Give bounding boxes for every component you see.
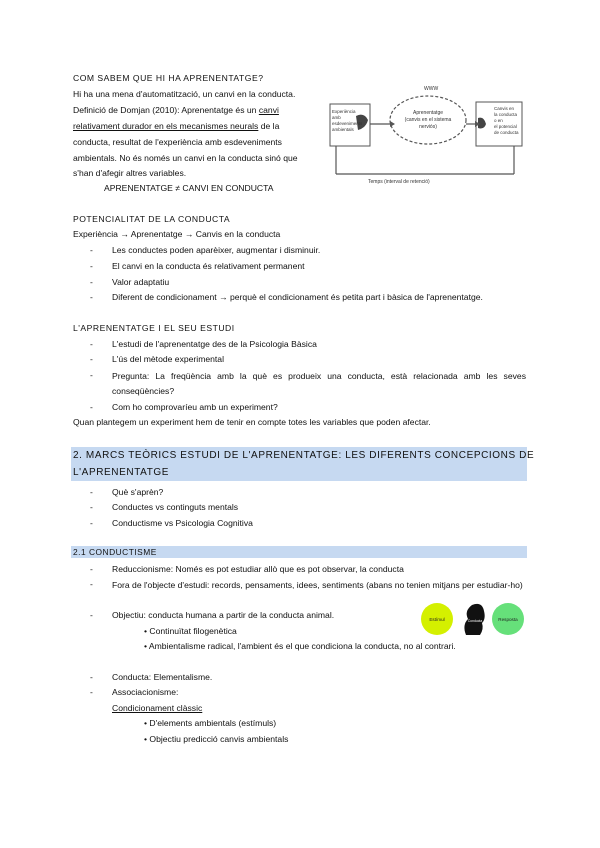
paragraph-line: s'han d'afegir altres variables. <box>73 168 187 178</box>
conducta-label: Conducta <box>467 619 483 623</box>
sub-item: • D'elements ambientals (estímuls) <box>144 718 277 728</box>
bullet-dash-icon: - <box>90 564 93 574</box>
list-item-text: Què s'aprèn? <box>112 487 164 497</box>
definition-line <box>73 120 279 132</box>
sub-item: • Ambientalisme radical, l'ambient és el que condiciona la conducta, no al contrari. <box>144 641 456 651</box>
definition-text: de la <box>258 121 280 131</box>
definition-line <box>73 104 313 116</box>
section-heading-potencialitat: POTENCIALITAT DE LA CONDUCTA <box>73 214 231 224</box>
classical-conditioning-heading: Condicionament clàssic <box>112 703 203 713</box>
paragraph-line: Hi ha una mena d'automatització, un canvi en la conducta. <box>73 89 296 99</box>
list-item-text: Conductes vs continguts mentals <box>112 502 239 512</box>
diagram-center-line: nerviós) <box>419 124 437 130</box>
bullet-dash-icon: - <box>90 518 93 528</box>
definition-underlined: canvi <box>258 105 279 115</box>
section-heading-conductisme: 2.1 CONDUCTISME <box>73 547 157 557</box>
list-item-text: Reduccionisme: Només es pot estudiar allò que es pot observar, la conducta <box>112 564 404 574</box>
diagram-right-line: la conducta <box>494 112 518 117</box>
list-item-text: Objectiu: conducta humana a partir de la conducta animal. <box>112 610 335 620</box>
diagram-center-line: (canvis en el sistema <box>404 117 452 123</box>
diagram-center-line: Aprenentatge <box>412 110 444 116</box>
formula-text: APRENENTATGE ≠ CANVI EN CONDUCTA <box>104 183 274 193</box>
diagram-left-line: amb <box>332 115 341 120</box>
list-item-text: L'ús del mètode experimental <box>112 354 224 364</box>
definition-text: Definició de Domjan (2010): Aprenentatge és un <box>73 105 259 115</box>
sub-item: • Objectiu predicció canvis ambientals <box>144 734 289 744</box>
bullet-dash-icon: - <box>90 339 93 349</box>
list-item-text: Les conductes poden aparèixer, augmentar i disminuir. <box>112 245 321 255</box>
diagram-right-line: Canvis en <box>494 106 515 111</box>
section-heading-estudi: L'APRENENTATGE I EL SEU ESTUDI <box>73 323 235 333</box>
list-item-text: Com ho comprovaríeu amb un experiment? <box>112 402 278 412</box>
bullet-dash-icon: - <box>90 245 93 255</box>
diagram-right-line: el potencial <box>494 124 517 129</box>
diagram-left-line: Experiència <box>332 109 356 114</box>
stimulus-label: Estímul <box>429 617 445 622</box>
bullet-dash-icon: - <box>90 502 93 512</box>
paragraph-line: Quan plantegem un experiment hem de tenir en compte totes les variables que poden afectar. <box>73 417 431 427</box>
learning-diagram <box>328 76 528 186</box>
bullet-dash-icon: - <box>90 354 93 364</box>
list-item-text: Conductisme vs Psicologia Cognitiva <box>112 518 253 528</box>
diagram-left-line: ambientals <box>332 127 354 132</box>
diagram-left-line: esdeveniments <box>332 121 363 126</box>
diagram-right-line: o en <box>494 118 503 123</box>
bullet-dash-icon: - <box>90 487 93 497</box>
diagram-right-line: de conducta <box>494 130 519 135</box>
stimulus-response-figure <box>420 599 524 639</box>
section-heading-marcs-teorics-line2: L'APRENENTATGE <box>73 467 170 478</box>
section-heading-com-sabem: COM SABEM QUE HI HA APRENENTATGE? <box>73 73 264 83</box>
response-label: Resposta <box>498 617 518 622</box>
list-item-text: Associacionisme: <box>112 687 179 697</box>
bullet-dash-icon: - <box>90 292 93 302</box>
list-item-text: El canvi en la conducta és relativament permanent <box>112 261 305 271</box>
paragraph-line: conducta, resultat de l'experiència amb esdeveniments <box>73 137 282 147</box>
definition-underlined: relativament durador en els mecanismes neurals <box>73 121 259 131</box>
list-item-text: Diferent de condicionament → perquè el condicionament és petita part i bàsica de l'aprenentatge. <box>112 292 483 302</box>
diagram-bottom-label: Temps (interval de retenció) <box>368 179 430 185</box>
diagram-top-label: WWW <box>424 86 439 92</box>
bullet-dash-icon: - <box>90 672 93 682</box>
bullet-dash-icon: - <box>90 370 93 380</box>
paragraph-line: ambientals. No és només un canvi en la conducta sinó que <box>73 153 298 163</box>
bullet-dash-icon: - <box>90 687 93 697</box>
list-item-text: Fora de l'objecte d'estudi: records, pensaments, idees, sentiments (abans no tenien mitjans per estudiar-ho) <box>112 580 523 590</box>
bullet-dash-icon: - <box>90 277 93 287</box>
bullet-dash-icon: - <box>90 402 93 412</box>
bullet-dash-icon: - <box>90 261 93 271</box>
list-item-text: Pregunta: La freqüència amb la què es produeix una conducta, està relacionada amb les seves conseqüències? <box>112 371 526 396</box>
learning-chain: Experiència → Aprenentatge → Canvis en la conducta <box>73 229 281 239</box>
sub-item: • Continuïtat filogenètica <box>144 626 237 636</box>
list-item-text: Conducta: Elementalisme. <box>112 672 213 682</box>
bullet-dash-icon: - <box>90 579 93 589</box>
section-heading-marcs-teorics: 2. MARCS TEÒRICS ESTUDI DE L'APRENENTATGE: LES DIFERENTS CONCEPCIONS DE <box>73 450 535 461</box>
list-item-text: Valor adaptatiu <box>112 277 170 287</box>
bullet-dash-icon: - <box>90 610 93 620</box>
list-item-text: L'estudi de l'aprenentatge des de la Psicologia Bàsica <box>112 339 317 349</box>
